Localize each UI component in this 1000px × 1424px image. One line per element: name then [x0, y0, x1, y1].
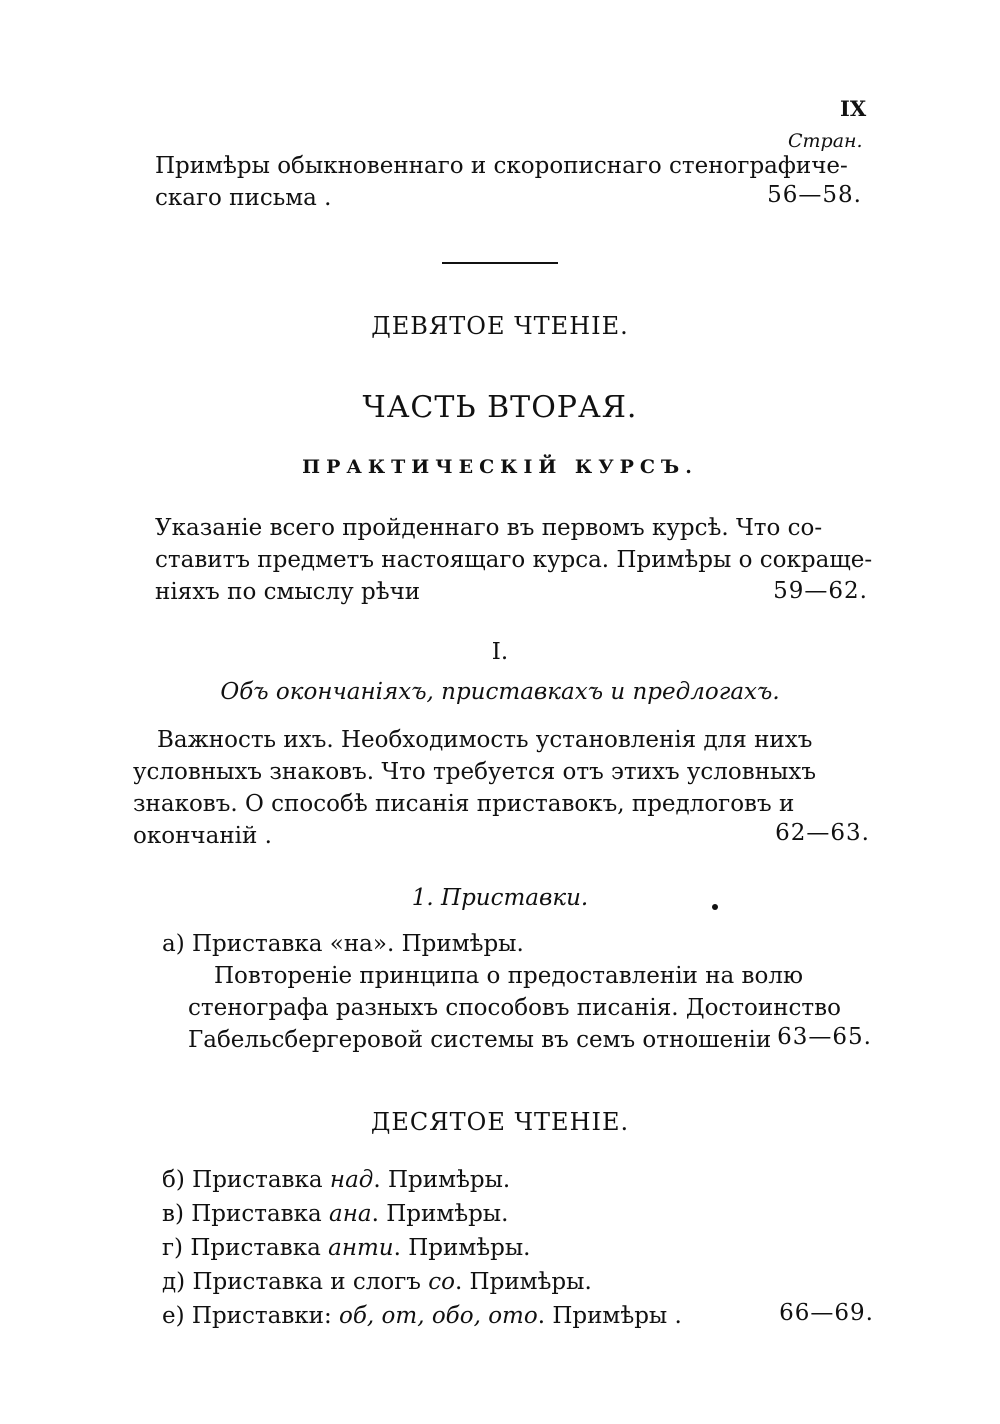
page-number: IX	[840, 96, 867, 121]
page-range: 63—65.	[777, 1024, 872, 1050]
list-item	[162, 1164, 682, 1196]
course-title: ПРАКТИЧЕСКІЙ КУРСЪ.	[302, 456, 698, 478]
section-title-ninth: ДЕВЯТОЕ ЧТЕНІЕ.	[371, 312, 629, 340]
item-word: со	[428, 1269, 455, 1295]
item-text: . Примѣры.	[371, 1201, 509, 1227]
entry-line: условныхъ знаковъ. Что требуется отъ этихъ условныхъ	[133, 759, 816, 785]
entry-line: знаковъ. О способѣ писанія приставокъ, предлоговъ и	[133, 791, 795, 817]
section-title-tenth: ДЕСЯТОЕ ЧТЕНІЕ.	[370, 1108, 630, 1136]
item-text: е) Приставки:	[162, 1303, 340, 1329]
item-text: . Примѣры.	[454, 1269, 592, 1295]
entry-line: Важность ихъ. Необходимость установленія для нихъ	[157, 727, 813, 753]
item-a	[162, 928, 841, 1056]
item-word: анти	[328, 1235, 394, 1261]
ink-dot	[712, 904, 718, 910]
page-range: 66—69.	[779, 1300, 874, 1326]
list-item	[162, 1198, 682, 1230]
entry-line: стенографа разныхъ способовъ писанія. Достоинство	[188, 995, 841, 1021]
entry-line: Примѣры обыкновеннаго и скорописнаго стенографиче-	[155, 153, 848, 179]
entry-line: ніяхъ по смыслу рѣчи	[155, 579, 421, 605]
column-label: Стран.	[788, 130, 863, 152]
entry-line: Повтореніе принципа о предоставленіи на волю	[214, 963, 803, 989]
item-word: над	[329, 1167, 374, 1193]
prefix-list	[162, 1164, 682, 1332]
subsection-subtitle: Объ окончаніяхъ, приставкахъ и предлогахъ.	[220, 679, 780, 705]
item-text: д) Приставка и слогъ	[162, 1269, 429, 1295]
entry-line: Указаніе всего пройденнаго въ первомъ курсѣ. Что со-	[155, 515, 823, 541]
item-word: ана	[329, 1201, 372, 1227]
item-text: . Примѣры.	[373, 1167, 511, 1193]
list-item	[162, 1300, 682, 1332]
entry-importance	[133, 724, 816, 852]
item-word: об, от, обо, ото	[339, 1303, 538, 1329]
prefix-heading: 1. Приставки.	[411, 885, 589, 911]
list-item	[162, 1266, 682, 1298]
item-text: б) Приставка	[162, 1167, 330, 1193]
page-range: 56—58.	[767, 182, 862, 208]
entry-line: скаго письма .	[155, 185, 332, 211]
entry-line: окончаній .	[133, 823, 272, 849]
entry-line: Габельсбергеровой системы въ семъ отношеніи	[188, 1027, 772, 1053]
item-label: а) Приставка «на». Примѣры.	[162, 931, 524, 957]
item-text: . Примѣры.	[393, 1235, 531, 1261]
item-text: г) Приставка	[162, 1235, 329, 1261]
page-range: 59—62.	[773, 578, 868, 604]
page-range: 62—63.	[775, 820, 870, 846]
item-text: в) Приставка	[162, 1201, 330, 1227]
divider-rule	[442, 262, 558, 264]
roman-numeral: I.	[491, 639, 509, 665]
entry-line: ставитъ предметъ настоящаго курса. Примѣры о сокраще-	[155, 547, 873, 573]
list-item	[162, 1232, 682, 1264]
item-text: . Примѣры .	[537, 1303, 682, 1329]
part-title: ЧАСТЬ ВТОРАЯ.	[362, 390, 638, 425]
